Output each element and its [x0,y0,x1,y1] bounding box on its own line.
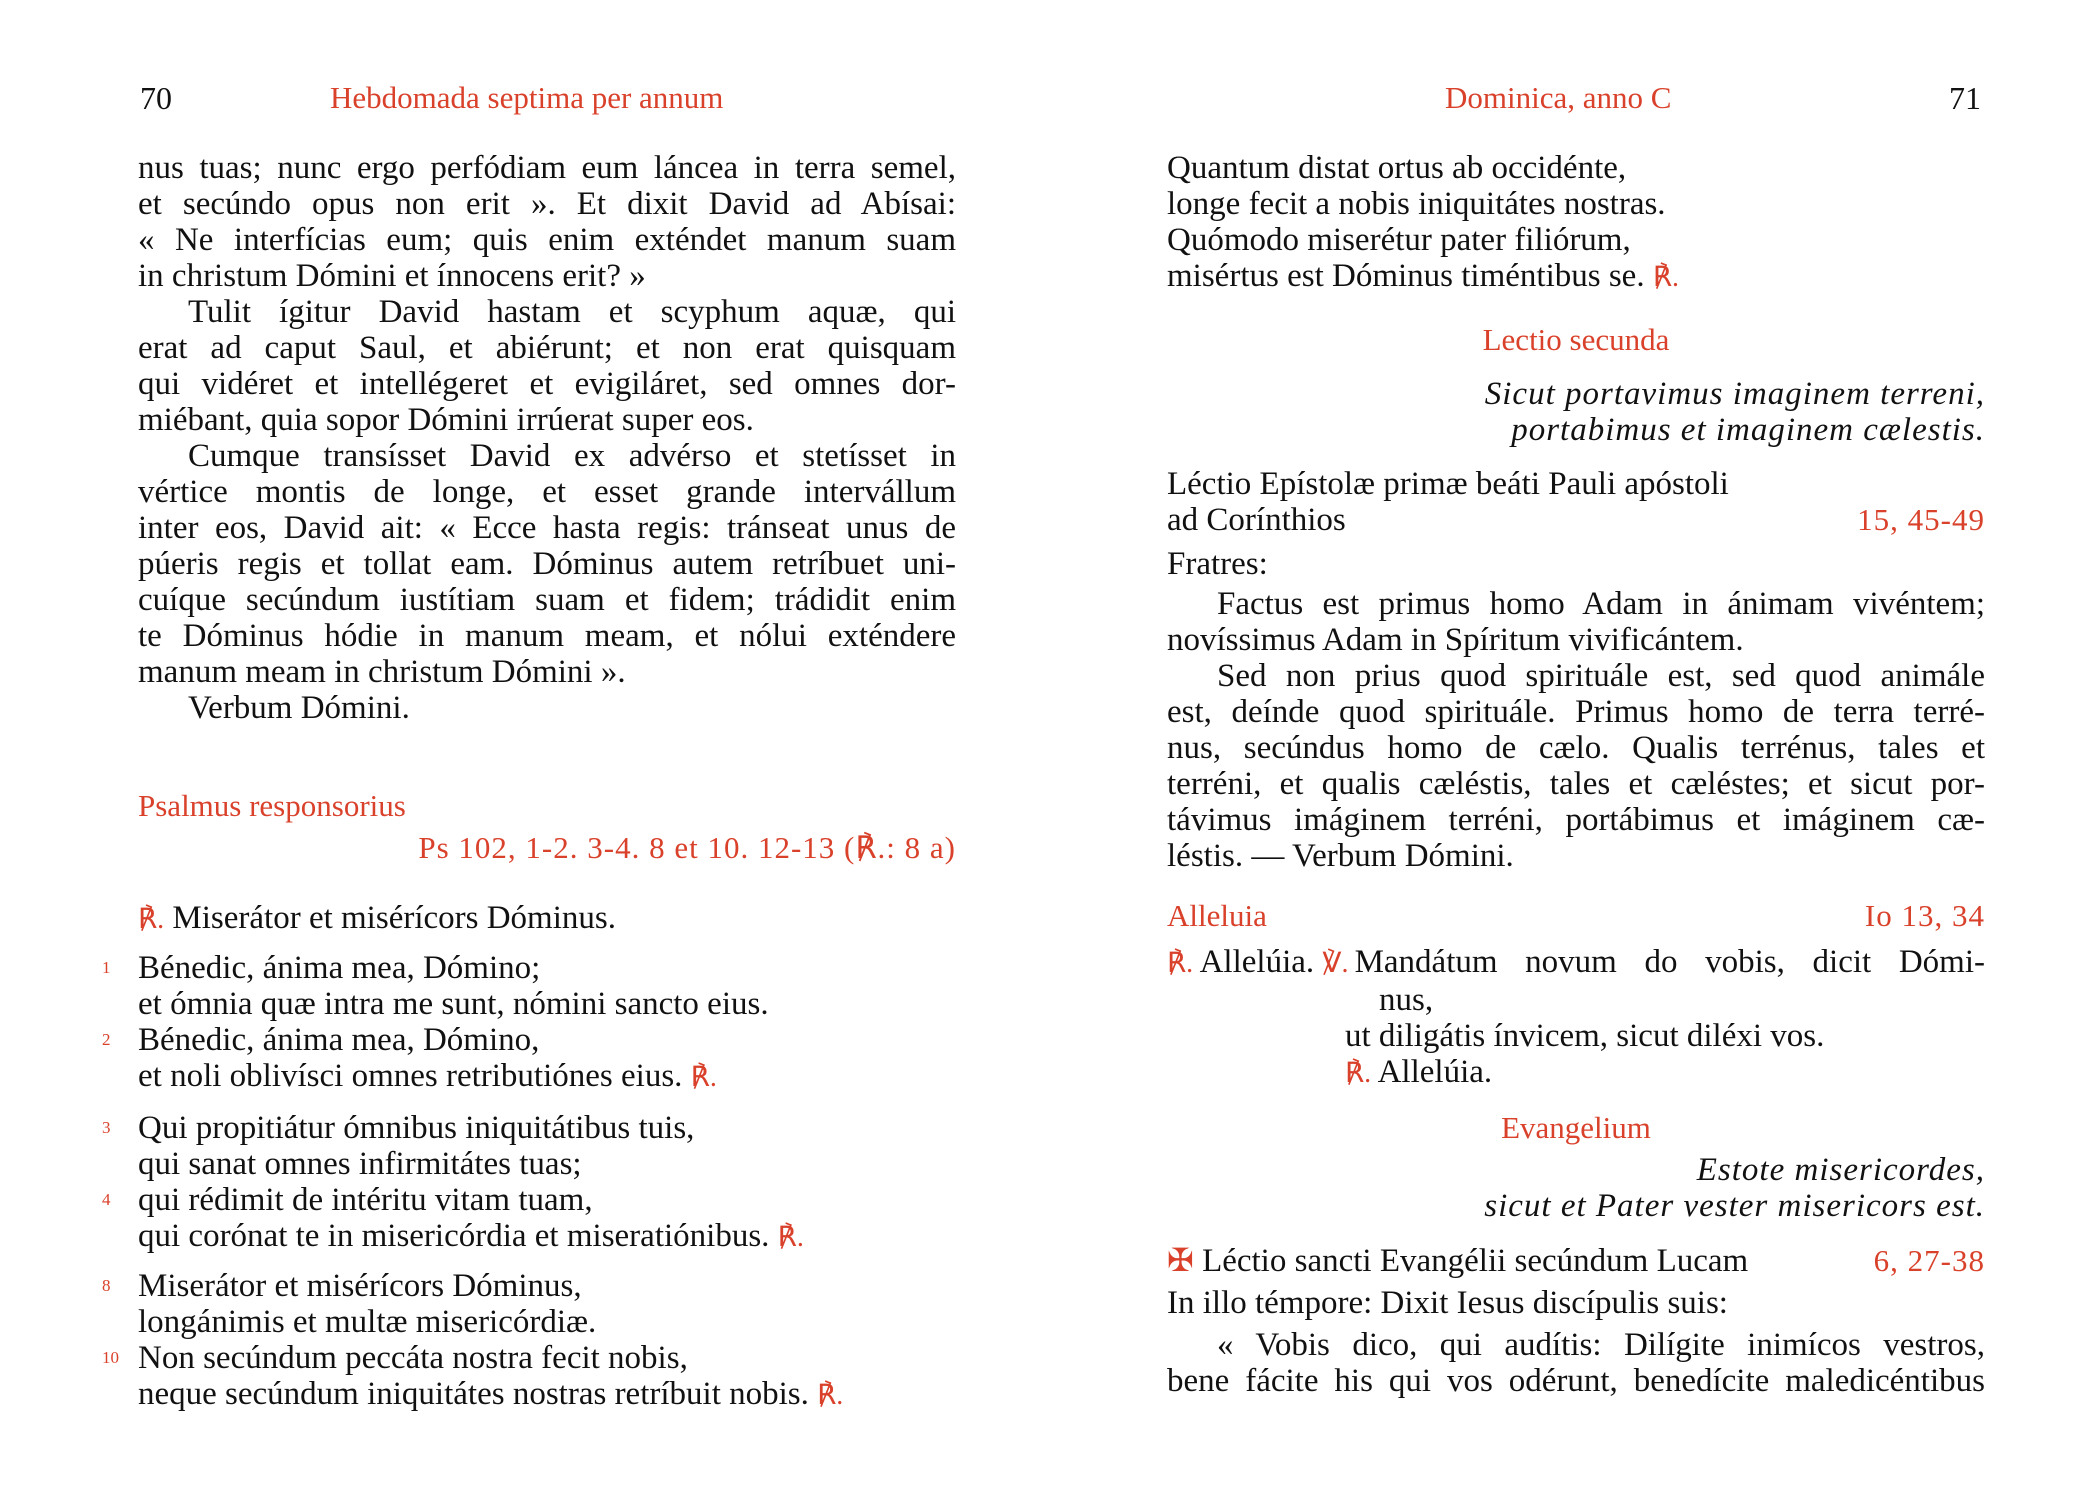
page-number: 71 [1949,80,1981,116]
text-line: cuíque secúndum iustítiam suam et fidem; trádidit enim [138,582,956,618]
verse-line [138,986,956,1022]
verse-text: longe fecit a nobis iniquitátes nostras. [1167,186,1666,222]
motto-line: portabimus et imaginem cælestis. [1511,412,1985,448]
text-line: in christum Dómini et ínnocens erit? » [138,258,646,294]
first-reading-continued [138,150,956,726]
verse-line [138,1304,956,1340]
lectio-title: Léctio Epístolæ primæ beáti Pauli apóstoli [1167,466,1729,502]
running-head: Hebdomada septima per annum [330,80,724,115]
verse-text: qui rédimit de intéritu vitam tuam, [138,1182,593,1218]
verse-text: qui sanat omnes infirmitátes tuas; [138,1146,582,1182]
verse-text: neque secúndum iniquitátes nostras retríbuit nobis. [138,1376,809,1412]
text-line: manum meam in christum Dómini ». [138,654,626,690]
response-symbol: ℟. [1652,262,1679,293]
alleluia-heading: Alleluia [1167,898,1267,933]
text-line: te Dóminus hódie in manum meam, et nólui exténdere [138,618,956,654]
text-line: et secúndo opus non erit ». Et dixit David ad Abísai: [138,186,956,222]
motto-line: Estote misericordes, [1696,1152,1985,1188]
verse-line [138,1376,956,1414]
text-line: bene fácite his qui vos odérunt, benedícite maledicéntibus [1167,1363,1985,1399]
text-line: Sed non prius quod spirituále est, sed quod animále [1217,658,1985,694]
text-line: « Ne interfícias eum; quis enim exténdet manum suam [138,222,956,258]
page-number: 70 [140,80,172,116]
response-symbol: ℟. [1167,948,1194,979]
fratres: Fratres: [1167,546,1268,582]
verse-line [102,1110,956,1146]
text-line: léstis. — Verbum Dómini. [1167,838,1514,874]
response-symbol: ℟. [777,1222,804,1253]
versicle-symbol: ℣. [1322,948,1349,979]
lectio-motto [1167,376,1985,448]
response-symbol: ℟. [690,1062,717,1093]
text-line: Factus est primus homo Adam in ánimam vivéntem; [1217,586,1985,622]
verse-text: Non secúndum peccáta nostra fecit nobis, [138,1340,688,1376]
verse-line [138,1058,956,1096]
verse-number: 10 [102,1348,119,1367]
response-symbol: ℟. [138,904,165,935]
verse-text: Bénedic, ánima mea, Dómino; [138,950,541,986]
verse-number: 3 [102,1118,111,1137]
response-symbol: ℟. [1345,1058,1372,1089]
psalm-response [138,900,956,938]
right-page [1039,0,2078,1500]
text-line: miébant, quia sopor Dómini irrúerat super eos. [138,402,754,438]
psalm-stanza-2 [102,1110,956,1256]
evangelium-motto [1167,1152,1985,1224]
verbum-domini: Verbum Dómini. [188,690,410,726]
alleluia-end: Allelúia. [1377,1054,1493,1090]
verse-number: 8 [102,1276,111,1295]
lectio-reference: 15, 45-49 [1857,502,1985,537]
gospel-intro: In illo témpore: Dixit Iesus discípulis suis: [1167,1285,1728,1321]
verse-line [102,1340,956,1376]
text-line: vértice montis de longe, et esset grande intervállum [138,474,956,510]
alleluia-reference: Io 13, 34 [1864,898,1985,933]
gospel-title: Léctio sancti Evangélii secúndum Lucam [1202,1243,1749,1279]
verse-number: 2 [102,1030,111,1049]
psalm-stanza-3 [102,1268,956,1414]
verse-text: et noli oblivísci omnes retributiónes eius. [138,1058,683,1094]
text-line: erat ad caput Saul, et abiérunt; et non erat quisquam [138,330,956,366]
verse-text: et ómnia quæ intra me sunt, nómini sancto eius. [138,986,769,1022]
alleluia-heading-row [1167,898,1985,934]
verse-text: longánimis et multæ misericórdiæ. [138,1304,597,1340]
text-line: nus, secúndus homo de cælo. Qualis terrénus, tales et [1167,730,1985,766]
motto-line: sicut et Pater vester misericors est. [1484,1188,1985,1224]
verse-line [102,950,956,986]
running-head: Dominica, anno C [1445,80,1672,115]
text-line: Cumque transísset David ex advérso et stetísset in [188,438,956,474]
cross-icon: ✠ [1167,1242,1194,1278]
verse-number: 1 [102,958,111,977]
text-line: est, deínde quod spirituále. Primus homo de terra terré- [1167,694,1985,730]
lectio-title: ad Corínthios [1167,502,1346,538]
motto-line: Sicut portavimus imaginem terreni, [1484,376,1985,412]
text-line: púeris regis et tollat eam. Dóminus autem retríbuet uni- [138,546,956,582]
gospel-reference: 6, 27-38 [1873,1243,1985,1278]
verse-text: Bénedic, ánima mea, Dómino, [138,1022,540,1058]
verse-line [102,1268,956,1304]
verse-text: Qui propitiátur ómnibus iniquitátibus tuis, [138,1110,695,1146]
text-line: terréni, et qualis cæléstis, tales et cæléstes; et sicut por- [1167,766,1985,802]
psalm-heading: Psalmus responsorius [138,788,406,823]
response-text: Miserátor et misérícors Dóminus. [172,900,616,936]
text-line: novíssimus Adam in Spíritum vivificántem. [1167,622,1744,658]
verse-text: misértus est Dóminus timéntibus se. [1167,258,1645,294]
lectio-secunda-text [1167,466,1985,874]
psalm-continued [1167,150,1985,296]
response-symbol: ℟. [817,1380,844,1411]
verse-line [138,1146,956,1182]
evangelium-heading: Evangelium [1501,1110,1651,1145]
alleluia-verse-line: Mandátum novum do vobis, dicit Dómi- [1354,944,1985,980]
verse-text: Quantum distat ortus ab occidénte, [1167,150,1627,186]
alleluia-response: Allelúia. [1199,944,1315,980]
alleluia-verse-line: ut diligátis ínvicem, sicut diléxi vos. [1345,1018,1825,1054]
text-line: nus tuas; nunc ergo perfódiam eum láncea in terra semel, [138,150,956,186]
verse-text: qui corónat te in misericórdia et miseratiónibus. [138,1218,770,1254]
verse-line [102,1022,956,1058]
psalm-stanza-1 [102,950,956,1096]
lectio-secunda-heading: Lectio secunda [1482,322,1670,357]
text-line: « Vobis dico, qui audítis: Dilígite inimícos vestros, [1217,1327,1985,1363]
psalm-reference: Ps 102, 1-2. 3-4. 8 et 10. 12-13 (℟.: 8 a) [418,830,956,865]
verse-number: 4 [102,1190,111,1209]
verse-line [138,1218,956,1256]
verse-text: Miserátor et misérícors Dóminus, [138,1268,582,1304]
verse-line [102,1182,956,1218]
text-line: távimus imáginem terréni, portábimus et imáginem cæ- [1167,802,1985,838]
text-line: qui vidéret et intellégeret et evigiláret, sed omnes dor- [138,366,956,402]
verse-text: Quómodo miserétur pater filiórum, [1167,222,1631,258]
gospel-text [1167,1242,1985,1399]
text-line: inter eos, David ait: « Ecce hasta regis: tránseat unus de [138,510,956,546]
text-line: Tulit ígitur David hastam et scyphum aquæ, qui [188,294,956,330]
alleluia-verse-line: nus, [1379,982,1434,1018]
alleluia-verse [1167,944,1985,1092]
